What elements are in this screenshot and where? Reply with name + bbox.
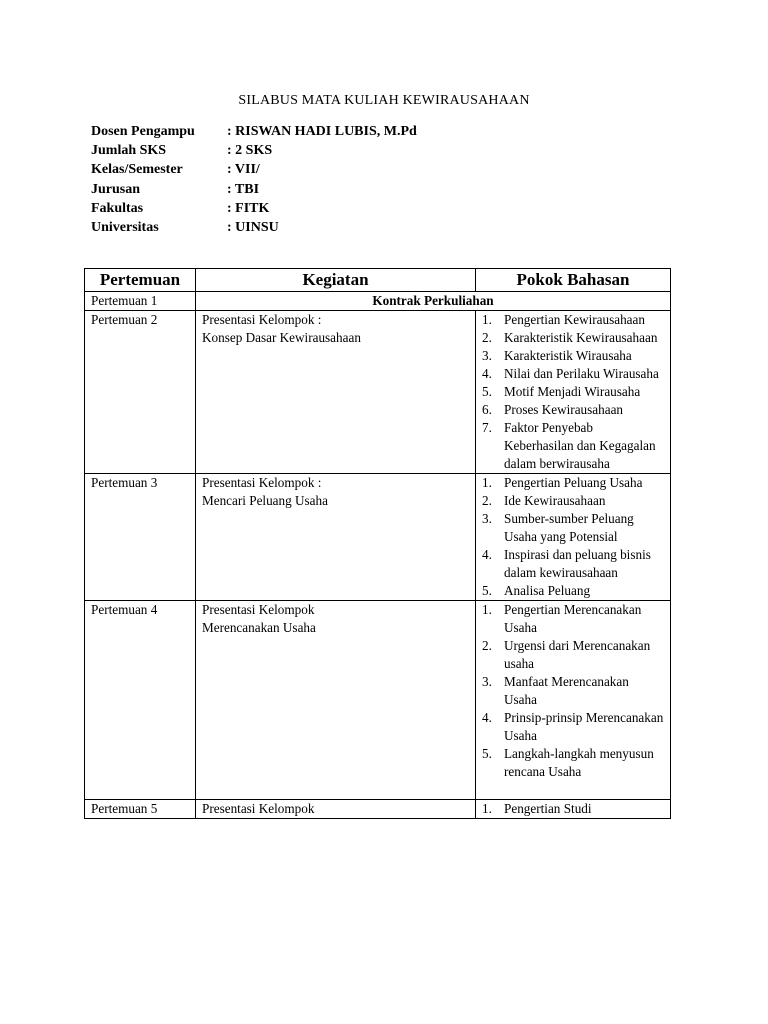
list-item [482, 419, 664, 473]
document-title: SILABUS MATA KULIAH KEWIRAUSAHAAN [238, 93, 530, 108]
info-value: : FITK [227, 200, 270, 216]
cell-pokok-bahasan [476, 311, 671, 474]
info-row-universitas [91, 218, 417, 237]
header-pokok-bahasan: Pokok Bahasan [476, 269, 671, 292]
info-value: : UINSU [227, 219, 279, 235]
info-value: : RISWAN HADI LUBIS, M.Pd [227, 124, 417, 139]
header-kegiatan: Kegiatan [196, 269, 476, 292]
list-item [482, 311, 664, 329]
kegiatan-line: Konsep Dasar Kewirausahaan [202, 330, 361, 345]
cell-pertemuan: Pertemuan 2 [85, 311, 196, 474]
item-number: 2. [482, 330, 492, 345]
list-item [482, 745, 664, 781]
cell-kontrak-perkuliahan: Kontrak Perkuliahan [196, 292, 671, 311]
kegiatan-line: Presentasi Kelompok : [202, 475, 322, 490]
item-text: Prinsip-prinsip Merencanakan Usaha [504, 710, 664, 743]
list-item [482, 365, 664, 383]
list-item [482, 709, 664, 745]
cell-kegiatan [196, 474, 476, 601]
item-number: 1. [482, 602, 492, 617]
header-pertemuan: Pertemuan [85, 269, 196, 292]
item-text: Pengertian Merencanakan Usaha [504, 602, 642, 635]
item-text: Langkah-langkah menyusun rencana Usaha [504, 746, 654, 779]
item-text: Urgensi dari Merencanakan usaha [504, 638, 651, 671]
course-info [91, 122, 417, 237]
kegiatan-line: Presentasi Kelompok [202, 801, 315, 816]
item-text: Analisa Peluang [504, 583, 591, 598]
item-text: Motif Menjadi Wirausaha [504, 384, 641, 399]
list-item [482, 637, 664, 673]
list-item [482, 329, 664, 347]
item-number: 5. [482, 583, 492, 598]
item-number: 3. [482, 348, 492, 363]
pokok-list [482, 311, 664, 473]
item-text: Inspirasi dan peluang bisnis dalam kewirausahaan [504, 547, 651, 580]
item-number: 1. [482, 801, 492, 816]
cell-kegiatan [196, 311, 476, 474]
list-item [482, 347, 664, 365]
list-item [482, 401, 664, 419]
pokok-list [482, 800, 664, 818]
item-number: 4. [482, 710, 492, 725]
item-text: Proses Kewirausahaan [504, 402, 624, 417]
list-item [482, 582, 664, 600]
list-item [482, 601, 664, 637]
cell-pokok-bahasan [476, 474, 671, 601]
item-text: Nilai dan Perilaku Wirausaha [504, 366, 659, 381]
info-label: Universitas [91, 219, 159, 235]
info-row-kelas [91, 160, 417, 179]
info-value: : TBI [227, 181, 260, 197]
item-number: 5. [482, 746, 492, 761]
kegiatan-line: Merencanakan Usaha [202, 620, 316, 635]
item-number: 1. [482, 475, 492, 490]
item-text: Karakteristik Wirausaha [504, 348, 632, 363]
info-value: : VII/ [227, 162, 260, 178]
info-row-dosen [91, 122, 417, 141]
pokok-list [482, 474, 664, 600]
item-number: 5. [482, 384, 492, 399]
cell-pertemuan: Pertemuan 5 [85, 800, 196, 819]
table-row [85, 474, 671, 601]
list-item [482, 800, 664, 818]
cell-pertemuan: Pertemuan 1 [85, 292, 196, 311]
kegiatan-line: Presentasi Kelompok : [202, 312, 322, 327]
kegiatan-line: Mencari Peluang Usaha [202, 493, 328, 508]
item-text: Manfaat Merencanakan Usaha [504, 674, 629, 707]
cell-pertemuan: Pertemuan 3 [85, 474, 196, 601]
item-number: 7. [482, 420, 492, 435]
table-row [85, 311, 671, 474]
item-text: Karakteristik Kewirausahaan [504, 330, 658, 345]
item-text: Pengertian Peluang Usaha [504, 475, 643, 490]
list-item [482, 673, 664, 709]
item-number: 3. [482, 511, 492, 526]
table-row [85, 292, 671, 311]
item-number: 4. [482, 366, 492, 381]
pokok-list [482, 601, 664, 781]
list-item [482, 492, 664, 510]
cell-kegiatan [196, 800, 476, 819]
info-label: Jumlah SKS [91, 143, 167, 159]
info-row-fakultas [91, 199, 417, 218]
item-number: 4. [482, 547, 492, 562]
list-item [482, 383, 664, 401]
item-text: Ide Kewirausahaan [504, 493, 606, 508]
info-label: Jurusan [91, 181, 141, 197]
info-label: Kelas/Semester [91, 162, 183, 178]
table-row [85, 601, 671, 800]
item-text: Pengertian Studi [504, 801, 592, 816]
table-row [85, 800, 671, 819]
info-label: Dosen Pengampu [91, 124, 195, 139]
item-text: Pengertian Kewirausahaan [504, 312, 645, 327]
item-number: 1. [482, 312, 492, 327]
item-number: 2. [482, 493, 492, 508]
list-item [482, 474, 664, 492]
item-number: 6. [482, 402, 492, 417]
syllabus-table [84, 268, 671, 819]
kegiatan-line: Presentasi Kelompok [202, 602, 315, 617]
item-number: 3. [482, 674, 492, 689]
cell-pertemuan: Pertemuan 4 [85, 601, 196, 800]
cell-pokok-bahasan [476, 601, 671, 800]
info-value: : 2 SKS [227, 143, 273, 159]
table-header-row [85, 269, 671, 292]
info-row-sks [91, 141, 417, 160]
cell-kegiatan [196, 601, 476, 800]
item-number: 2. [482, 638, 492, 653]
item-text: Faktor Penyebab Keberhasilan dan Kegagalan dalam berwirausaha [504, 420, 656, 471]
info-label: Fakultas [91, 200, 144, 216]
cell-pokok-bahasan [476, 800, 671, 819]
info-row-jurusan [91, 180, 417, 199]
list-item [482, 510, 664, 546]
item-text: Sumber-sumber Peluang Usaha yang Potensial [504, 511, 634, 544]
list-item [482, 546, 664, 582]
